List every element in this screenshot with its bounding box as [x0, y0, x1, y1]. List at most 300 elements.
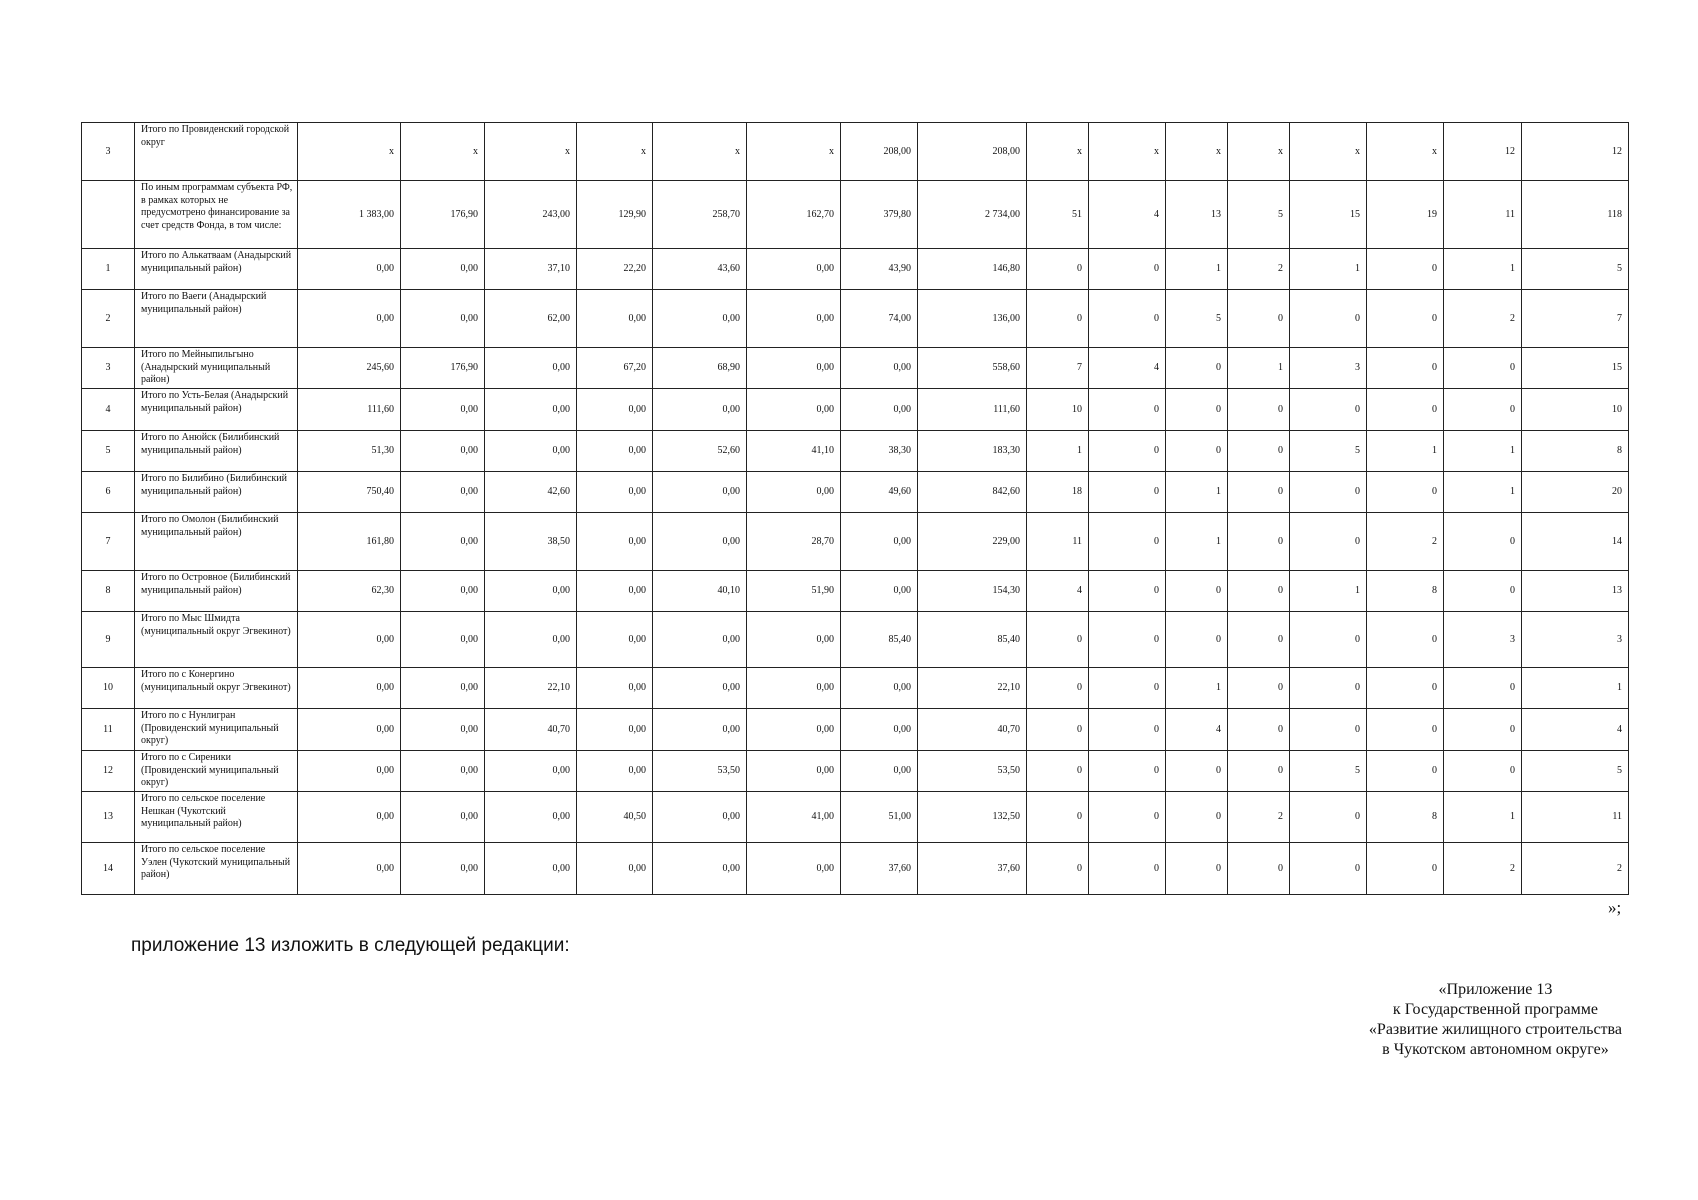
value-cell: 0,00 — [485, 843, 577, 895]
value-cell: 0,00 — [485, 389, 577, 431]
value-cell: 0 — [1027, 290, 1089, 348]
appendix-line-2: к Государственной программе — [1392, 1001, 1598, 1018]
table-row — [82, 612, 1629, 668]
value-cell: 0,00 — [653, 843, 747, 895]
value-cell: 1 — [1166, 249, 1228, 290]
value-cell: x — [1089, 123, 1166, 181]
table-row — [82, 389, 1629, 431]
value-cell: 2 — [1522, 843, 1629, 895]
value-cell: 2 — [1367, 513, 1444, 571]
value-cell: 74,00 — [841, 290, 918, 348]
row-name-cell: Итого по Анюйск (Билибинский муниципальный район) — [135, 431, 298, 472]
row-name-cell: Итого по сельское поселение Уэлен (Чукотский муниципальный район) — [135, 843, 298, 895]
appendix-heading — [1369, 980, 1622, 1060]
value-cell: 0,00 — [298, 290, 401, 348]
data-table — [81, 122, 1629, 895]
value-cell: 5 — [1228, 181, 1290, 249]
value-cell: 0 — [1166, 571, 1228, 612]
value-cell: 51 — [1027, 181, 1089, 249]
value-cell: 0,00 — [298, 249, 401, 290]
row-number-cell: 12 — [82, 751, 135, 792]
table-row — [82, 290, 1629, 348]
value-cell: 0,00 — [485, 751, 577, 792]
value-cell: 0,00 — [747, 843, 841, 895]
value-cell: 62,30 — [298, 571, 401, 612]
value-cell: 0 — [1228, 389, 1290, 431]
value-cell: 0 — [1228, 751, 1290, 792]
value-cell: 154,30 — [918, 571, 1027, 612]
value-cell: 0 — [1290, 389, 1367, 431]
value-cell: 10 — [1027, 389, 1089, 431]
value-cell: x — [653, 123, 747, 181]
value-cell: 0,00 — [653, 513, 747, 571]
table-row — [82, 751, 1629, 792]
value-cell: 0 — [1089, 751, 1166, 792]
row-number-cell: 8 — [82, 571, 135, 612]
value-cell: 0 — [1228, 612, 1290, 668]
value-cell: 0,00 — [401, 472, 485, 513]
value-cell: 0,00 — [485, 348, 577, 389]
row-number-cell — [82, 181, 135, 249]
value-cell: x — [298, 123, 401, 181]
value-cell: 1 — [1444, 792, 1522, 843]
value-cell: 0 — [1089, 668, 1166, 709]
value-cell: 4 — [1166, 709, 1228, 751]
appendix-line-3: «Развитие жилищного строительства — [1368, 1021, 1622, 1038]
value-cell: 0,00 — [401, 668, 485, 709]
value-cell: 15 — [1522, 348, 1629, 389]
value-cell: 5 — [1290, 751, 1367, 792]
value-cell: 1 — [1444, 472, 1522, 513]
value-cell: 0,00 — [653, 472, 747, 513]
table-row — [82, 348, 1629, 389]
value-cell: 0,00 — [841, 348, 918, 389]
value-cell: 53,50 — [918, 751, 1027, 792]
value-cell: 0 — [1444, 348, 1522, 389]
value-cell: 0 — [1444, 389, 1522, 431]
value-cell: 12 — [1444, 123, 1522, 181]
value-cell: 0,00 — [577, 612, 653, 668]
value-cell: 0,00 — [841, 668, 918, 709]
value-cell: 12 — [1522, 123, 1629, 181]
row-name-cell: Итого по Мыс Шмидта (муниципальный округ Эгвекинот) — [135, 612, 298, 668]
value-cell: 1 383,00 — [298, 181, 401, 249]
row-name-cell: Итого по сельское поселение Нешкан (Чукотский муниципальный район) — [135, 792, 298, 843]
value-cell: 0,00 — [401, 612, 485, 668]
value-cell: 0 — [1228, 290, 1290, 348]
value-cell: 0 — [1228, 668, 1290, 709]
row-name-cell: Итого по с Конергино (муниципальный округ Эгвекинот) — [135, 668, 298, 709]
value-cell: 0,00 — [401, 513, 485, 571]
value-cell: 0,00 — [577, 843, 653, 895]
value-cell: 111,60 — [918, 389, 1027, 431]
row-name-cell: Итого по Провиденский городской округ — [135, 123, 298, 181]
value-cell: x — [1166, 123, 1228, 181]
table-row — [82, 792, 1629, 843]
value-cell: 136,00 — [918, 290, 1027, 348]
value-cell: 0 — [1367, 751, 1444, 792]
value-cell: 1 — [1166, 513, 1228, 571]
value-cell: 7 — [1522, 290, 1629, 348]
value-cell: 85,40 — [918, 612, 1027, 668]
value-cell: 0 — [1166, 792, 1228, 843]
value-cell: 8 — [1367, 571, 1444, 612]
value-cell: 0 — [1089, 389, 1166, 431]
value-cell: 0,00 — [401, 431, 485, 472]
value-cell: 0,00 — [485, 431, 577, 472]
value-cell: 38,30 — [841, 431, 918, 472]
table-row — [82, 123, 1629, 181]
value-cell: 0,00 — [298, 709, 401, 751]
value-cell: 0 — [1089, 709, 1166, 751]
value-cell: 5 — [1522, 751, 1629, 792]
value-cell: 40,50 — [577, 792, 653, 843]
table-row — [82, 431, 1629, 472]
value-cell: 40,70 — [918, 709, 1027, 751]
value-cell: 0 — [1290, 668, 1367, 709]
value-cell: 8 — [1522, 431, 1629, 472]
value-cell: 1 — [1367, 431, 1444, 472]
value-cell: 0 — [1444, 513, 1522, 571]
value-cell: 0 — [1367, 612, 1444, 668]
value-cell: 8 — [1367, 792, 1444, 843]
value-cell: 183,30 — [918, 431, 1027, 472]
value-cell: 28,70 — [747, 513, 841, 571]
value-cell: 51,30 — [298, 431, 401, 472]
value-cell: 2 — [1444, 843, 1522, 895]
value-cell: 0,00 — [401, 389, 485, 431]
value-cell: 42,60 — [485, 472, 577, 513]
row-number-cell: 14 — [82, 843, 135, 895]
value-cell: 1 — [1166, 472, 1228, 513]
value-cell: 2 — [1444, 290, 1522, 348]
value-cell: 0,00 — [298, 612, 401, 668]
value-cell: 0 — [1444, 571, 1522, 612]
value-cell: 2 — [1228, 792, 1290, 843]
value-cell: 0 — [1089, 843, 1166, 895]
value-cell: 245,60 — [298, 348, 401, 389]
table-body — [82, 123, 1629, 895]
table-row — [82, 181, 1629, 249]
value-cell: 0 — [1027, 792, 1089, 843]
value-cell: 379,80 — [841, 181, 918, 249]
value-cell: 162,70 — [747, 181, 841, 249]
value-cell: 0,00 — [577, 290, 653, 348]
value-cell: 0,00 — [401, 249, 485, 290]
value-cell: 0 — [1444, 751, 1522, 792]
value-cell: 0,00 — [577, 472, 653, 513]
value-cell: 0 — [1089, 571, 1166, 612]
value-cell: 0,00 — [577, 668, 653, 709]
value-cell: 43,90 — [841, 249, 918, 290]
value-cell: 0,00 — [747, 612, 841, 668]
value-cell: 129,90 — [577, 181, 653, 249]
value-cell: 1 — [1290, 571, 1367, 612]
value-cell: 0,00 — [653, 668, 747, 709]
row-name-cell: По иным программам субъекта РФ, в рамках которых не предусмотрено финансирование за счет средств Фонда, в том числе: — [135, 181, 298, 249]
value-cell: 0 — [1367, 389, 1444, 431]
value-cell: 0 — [1367, 668, 1444, 709]
value-cell: 0 — [1290, 709, 1367, 751]
value-cell: 2 734,00 — [918, 181, 1027, 249]
value-cell: 243,00 — [485, 181, 577, 249]
value-cell: 0 — [1367, 290, 1444, 348]
value-cell: 0 — [1290, 843, 1367, 895]
value-cell: 229,00 — [918, 513, 1027, 571]
row-name-cell: Итого по с Нунлигран (Провиденский муниципальный округ) — [135, 709, 298, 751]
value-cell: 0 — [1290, 290, 1367, 348]
value-cell: 0,00 — [577, 389, 653, 431]
table-row — [82, 513, 1629, 571]
value-cell: 5 — [1166, 290, 1228, 348]
value-cell: x — [485, 123, 577, 181]
value-cell: 5 — [1522, 249, 1629, 290]
row-number-cell: 11 — [82, 709, 135, 751]
value-cell: 0 — [1367, 249, 1444, 290]
value-cell: 0 — [1089, 513, 1166, 571]
row-number-cell: 9 — [82, 612, 135, 668]
instruction-text: приложение 13 изложить в следующей редакции: — [131, 935, 570, 956]
value-cell: 0 — [1228, 571, 1290, 612]
row-number-cell: 13 — [82, 792, 135, 843]
value-cell: 0,00 — [577, 751, 653, 792]
value-cell: 22,10 — [485, 668, 577, 709]
value-cell: 0,00 — [747, 751, 841, 792]
value-cell: 1 — [1228, 348, 1290, 389]
value-cell: 0,00 — [747, 389, 841, 431]
value-cell: 20 — [1522, 472, 1629, 513]
value-cell: 0,00 — [841, 571, 918, 612]
value-cell: x — [401, 123, 485, 181]
value-cell: 1 — [1444, 249, 1522, 290]
value-cell: 0 — [1166, 431, 1228, 472]
value-cell: 0 — [1166, 843, 1228, 895]
value-cell: x — [1228, 123, 1290, 181]
value-cell: 208,00 — [918, 123, 1027, 181]
value-cell: 0,00 — [485, 612, 577, 668]
value-cell: 0 — [1290, 513, 1367, 571]
value-cell: 111,60 — [298, 389, 401, 431]
value-cell: 176,90 — [401, 181, 485, 249]
value-cell: 0 — [1027, 612, 1089, 668]
value-cell: 0 — [1228, 709, 1290, 751]
value-cell: 0 — [1367, 472, 1444, 513]
value-cell: 11 — [1522, 792, 1629, 843]
value-cell: 0,00 — [577, 431, 653, 472]
value-cell: 0,00 — [401, 751, 485, 792]
value-cell: x — [577, 123, 653, 181]
value-cell: 132,50 — [918, 792, 1027, 843]
value-cell: 0 — [1228, 513, 1290, 571]
value-cell: 0,00 — [653, 290, 747, 348]
value-cell: 161,80 — [298, 513, 401, 571]
value-cell: 0,00 — [841, 389, 918, 431]
value-cell: 0,00 — [653, 612, 747, 668]
row-name-cell: Итого по Островное (Билибинский муниципальный район) — [135, 571, 298, 612]
value-cell: 750,40 — [298, 472, 401, 513]
value-cell: 0,00 — [841, 709, 918, 751]
value-cell: 13 — [1522, 571, 1629, 612]
row-name-cell: Итого по Омолон (Билибинский муниципальный район) — [135, 513, 298, 571]
value-cell: 4 — [1027, 571, 1089, 612]
value-cell: 85,40 — [841, 612, 918, 668]
value-cell: 13 — [1166, 181, 1228, 249]
value-cell: 0,00 — [653, 792, 747, 843]
table-row — [82, 843, 1629, 895]
value-cell: 842,60 — [918, 472, 1027, 513]
value-cell: 41,00 — [747, 792, 841, 843]
value-cell: 0 — [1444, 709, 1522, 751]
value-cell: 0 — [1290, 792, 1367, 843]
value-cell: 0,00 — [747, 249, 841, 290]
value-cell: 19 — [1367, 181, 1444, 249]
value-cell: 0,00 — [298, 751, 401, 792]
value-cell: 0 — [1367, 843, 1444, 895]
table-row — [82, 709, 1629, 751]
value-cell: 0,00 — [485, 571, 577, 612]
value-cell: x — [1290, 123, 1367, 181]
value-cell: 18 — [1027, 472, 1089, 513]
value-cell: 0 — [1089, 290, 1166, 348]
appendix-line-4: в Чукотском автономном округе» — [1382, 1041, 1609, 1058]
row-number-cell: 5 — [82, 431, 135, 472]
value-cell: 62,00 — [485, 290, 577, 348]
value-cell: 0,00 — [401, 290, 485, 348]
value-cell: 37,60 — [918, 843, 1027, 895]
value-cell: 3 — [1290, 348, 1367, 389]
value-cell: 0 — [1089, 249, 1166, 290]
value-cell: 0 — [1444, 668, 1522, 709]
value-cell: 10 — [1522, 389, 1629, 431]
value-cell: 118 — [1522, 181, 1629, 249]
row-number-cell: 3 — [82, 123, 135, 181]
value-cell: 40,70 — [485, 709, 577, 751]
value-cell: 258,70 — [653, 181, 747, 249]
row-name-cell: Итого по Усть-Белая (Анадырский муниципальный район) — [135, 389, 298, 431]
value-cell: 0,00 — [747, 348, 841, 389]
value-cell: 0,00 — [401, 792, 485, 843]
value-cell: 52,60 — [653, 431, 747, 472]
value-cell: 0 — [1027, 668, 1089, 709]
value-cell: 0 — [1027, 709, 1089, 751]
value-cell: 14 — [1522, 513, 1629, 571]
value-cell: 0,00 — [747, 472, 841, 513]
value-cell: 0 — [1367, 709, 1444, 751]
row-number-cell: 1 — [82, 249, 135, 290]
value-cell: 0,00 — [747, 709, 841, 751]
value-cell: 0 — [1089, 612, 1166, 668]
value-cell: x — [1367, 123, 1444, 181]
value-cell: 22,10 — [918, 668, 1027, 709]
value-cell: 68,90 — [653, 348, 747, 389]
row-name-cell: Итого по Ваеги (Анадырский муниципальный район) — [135, 290, 298, 348]
row-name-cell: Итого по Билибино (Билибинский муниципальный район) — [135, 472, 298, 513]
row-number-cell: 2 — [82, 290, 135, 348]
value-cell: 40,10 — [653, 571, 747, 612]
value-cell: 4 — [1522, 709, 1629, 751]
value-cell: 51,00 — [841, 792, 918, 843]
value-cell: 2 — [1228, 249, 1290, 290]
value-cell: 3 — [1444, 612, 1522, 668]
value-cell: 4 — [1089, 181, 1166, 249]
row-number-cell: 3 — [82, 348, 135, 389]
value-cell: 558,60 — [918, 348, 1027, 389]
value-cell: 0 — [1027, 249, 1089, 290]
value-cell: 15 — [1290, 181, 1367, 249]
value-cell: 1 — [1027, 431, 1089, 472]
table-row — [82, 668, 1629, 709]
value-cell: 0 — [1290, 612, 1367, 668]
value-cell: 11 — [1027, 513, 1089, 571]
value-cell: 0 — [1228, 843, 1290, 895]
value-cell: 43,60 — [653, 249, 747, 290]
value-cell: 0 — [1089, 792, 1166, 843]
value-cell: 0,00 — [747, 668, 841, 709]
value-cell: 7 — [1027, 348, 1089, 389]
value-cell: 0,00 — [841, 513, 918, 571]
value-cell: 1 — [1444, 431, 1522, 472]
closing-quote: »; — [1608, 898, 1622, 917]
value-cell: 0 — [1027, 751, 1089, 792]
value-cell: 11 — [1444, 181, 1522, 249]
value-cell: 49,60 — [841, 472, 918, 513]
value-cell: 0,00 — [298, 668, 401, 709]
table-row — [82, 249, 1629, 290]
row-name-cell: Итого по Мейныпильгыно (Анадырский муниципальный район) — [135, 348, 298, 389]
value-cell: 3 — [1522, 612, 1629, 668]
value-cell: 0,00 — [298, 843, 401, 895]
row-number-cell: 10 — [82, 668, 135, 709]
value-cell: 176,90 — [401, 348, 485, 389]
value-cell: 0,00 — [577, 571, 653, 612]
value-cell: 0,00 — [747, 290, 841, 348]
row-number-cell: 6 — [82, 472, 135, 513]
value-cell: 0 — [1367, 348, 1444, 389]
value-cell: 0 — [1290, 472, 1367, 513]
row-number-cell: 7 — [82, 513, 135, 571]
table-row — [82, 472, 1629, 513]
value-cell: 51,90 — [747, 571, 841, 612]
value-cell: 0 — [1166, 751, 1228, 792]
value-cell: 0,00 — [653, 709, 747, 751]
value-cell: 0,00 — [653, 389, 747, 431]
value-cell: 4 — [1089, 348, 1166, 389]
value-cell: 0 — [1027, 843, 1089, 895]
value-cell: 0 — [1166, 612, 1228, 668]
value-cell: 0,00 — [298, 792, 401, 843]
value-cell: 22,20 — [577, 249, 653, 290]
table-row — [82, 571, 1629, 612]
value-cell: 0,00 — [401, 843, 485, 895]
value-cell: 1 — [1166, 668, 1228, 709]
value-cell: 208,00 — [841, 123, 918, 181]
value-cell: 67,20 — [577, 348, 653, 389]
value-cell: 0 — [1089, 431, 1166, 472]
value-cell: 0,00 — [577, 709, 653, 751]
value-cell: x — [1027, 123, 1089, 181]
value-cell: 38,50 — [485, 513, 577, 571]
value-cell: 0 — [1166, 348, 1228, 389]
value-cell: 0 — [1166, 389, 1228, 431]
value-cell: 0,00 — [401, 571, 485, 612]
value-cell: 1 — [1290, 249, 1367, 290]
value-cell: 0,00 — [841, 751, 918, 792]
value-cell: 1 — [1522, 668, 1629, 709]
appendix-line-1: «Приложение 13 — [1438, 981, 1553, 998]
value-cell: 0,00 — [401, 709, 485, 751]
value-cell: 0 — [1228, 472, 1290, 513]
value-cell: 53,50 — [653, 751, 747, 792]
